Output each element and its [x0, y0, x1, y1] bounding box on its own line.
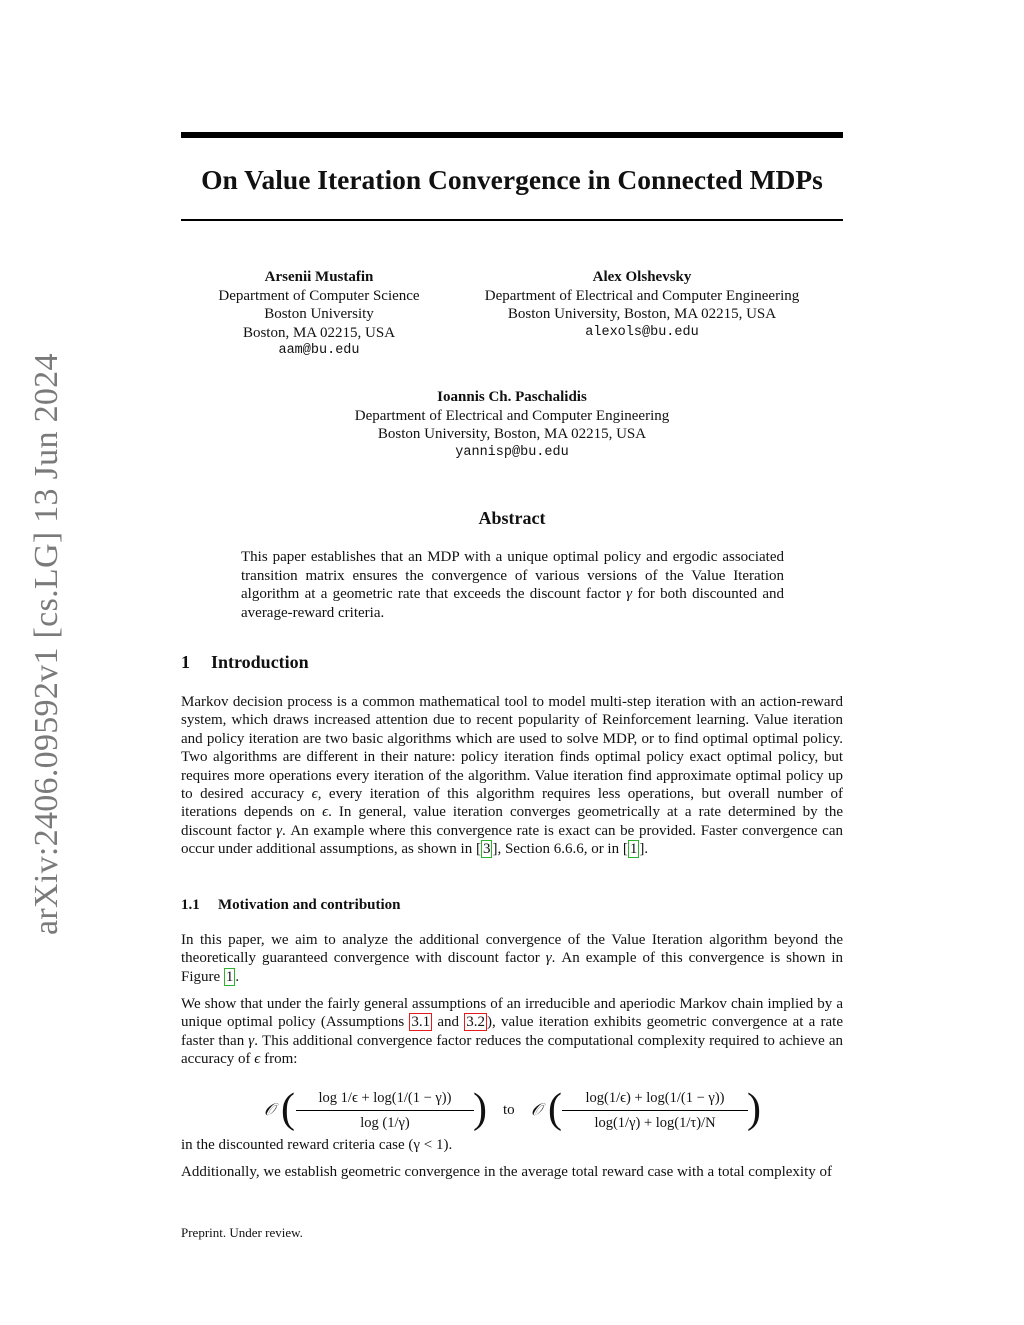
subsection-title: Motivation and contribution — [218, 897, 401, 913]
epsilon-symbol: ϵ — [322, 804, 329, 821]
section-heading-introduction — [181, 652, 309, 673]
text: from: — [260, 1051, 298, 1068]
author-email[interactable]: yannisp@bu.edu — [455, 444, 569, 460]
right-numerator: log(1/ϵ) + log(1/(1 − γ)) — [562, 1088, 748, 1111]
text: ), value iteration exhibits geometric convergence at a rate faster than — [181, 1014, 843, 1049]
paper-title: On Value Iteration Convergence in Connected MDPs — [201, 164, 823, 195]
assumption-link[interactable]: 3.2 — [466, 1014, 486, 1031]
gamma-symbol: γ — [545, 950, 552, 967]
author-block-1 — [199, 268, 439, 361]
arxiv-stamp: arXiv:2406.09592v1 [cs.LG] 13 Jun 2024 — [28, 353, 65, 935]
citation-link[interactable]: 3 — [482, 841, 491, 858]
after-formula-text: in the discounted reward criteria case (γ < 1). — [181, 1137, 453, 1153]
average-reward-paragraph: Additionally, we establish geometric convergence in the average total reward case with a total complexity of — [181, 1164, 833, 1180]
text: We show that under the fairly general assumptions of an irreducible and aperiodic Markov chain implied by a unique optimal policy (Assumptions — [181, 996, 843, 1031]
gamma-symbol: γ — [276, 822, 283, 839]
formula-to: to — [503, 1102, 515, 1118]
text: ]. — [639, 841, 649, 858]
left-numerator: log 1/ϵ + log(1/(1 − γ)) — [296, 1088, 474, 1111]
text: . In general, value iteration converges geometrically at a rate determined by the discount factor — [181, 804, 843, 839]
contribution-paragraph — [181, 995, 843, 1069]
text: . An example of this convergence is shown in Figure — [181, 950, 843, 985]
author-affiliation: Boston University, Boston, MA 02215, USA — [377, 426, 647, 442]
left-denominator: log (1/γ) — [360, 1115, 410, 1131]
top-rule — [181, 132, 843, 138]
section-number: 1 — [181, 652, 190, 672]
subsection-heading-motivation — [181, 897, 401, 914]
abstract-text-part: This paper establishes that an MDP with a unique optimal policy and ergodic associated transition matrix ensures the convergence of various versions of the Value Iteration algorithm at a geometric rate that exceeds the discount factor — [241, 549, 784, 602]
epsilon-symbol: ϵ — [254, 1051, 261, 1068]
right-paren: ) — [473, 1086, 487, 1132]
author-affiliation: Boston University, Boston, MA 02215, USA — [507, 306, 777, 322]
abstract-text-part: for both discounted and average-reward criteria. — [241, 586, 785, 621]
author-department: Department of Electrical and Computer Engineering — [484, 287, 800, 304]
big-o-symbol: 𝒪 — [531, 1100, 542, 1120]
author-department: Department of Electrical and Computer Engineering — [354, 407, 670, 424]
assumption-link[interactable]: 3.1 — [411, 1014, 431, 1031]
section-title: Introduction — [211, 652, 309, 672]
text: In this paper, we aim to analyze the additional convergence of the Value Iteration algorithm beyond the theoretically guaranteed convergence with discount factor — [181, 932, 843, 967]
abstract-text — [241, 548, 784, 622]
motivation-paragraph — [181, 931, 843, 986]
preprint-footer: Preprint. Under review. — [181, 1225, 303, 1240]
left-paren: ( — [548, 1086, 562, 1132]
figure-link[interactable]: 1 — [225, 968, 234, 985]
left-fraction — [296, 1088, 474, 1133]
text: , every iteration of this algorithm requires less operations, but overall number of iterations depends on — [181, 786, 843, 821]
big-o-symbol: 𝒪 — [264, 1100, 275, 1120]
abstract-heading: Abstract — [478, 508, 546, 528]
intro-paragraph — [181, 693, 843, 859]
subsection-number: 1.1 — [181, 897, 200, 913]
text: . This additional convergence factor reduces the computational complexity required to achieve an accuracy of — [181, 1032, 843, 1068]
author-name: Alex Olshevsky — [592, 269, 692, 285]
epsilon-symbol: ϵ — [311, 786, 318, 803]
text: Markov decision process is a common mathematical tool to model multi-step iteration with an action-reward system, which draws increased attention due to recent popularity of Reinforcement learning. Value iteration and policy iteration are two basic algorithms which are used to solve MDP, or to find optimal optimal policy. Two algorithms are different in their nature: policy iteration finds optimal policy exact optimal policy, but requires more operations every iteration of the algorithm. Value iteration find approximate optimal policy up to desired accuracy — [181, 694, 843, 803]
text: . An example where this convergence rate is exact can be provided. Faster convergence can occur under additional assumptions, as shown in [ — [181, 822, 843, 858]
text: and — [432, 1014, 465, 1031]
right-denominator: log(1/γ) + log(1/τ)/N — [594, 1115, 716, 1131]
author-department: Department of Computer Science — [218, 287, 420, 304]
left-paren: ( — [281, 1086, 295, 1132]
gamma-symbol: γ — [248, 1032, 255, 1049]
author-block-2 — [452, 268, 832, 342]
author-email[interactable]: alexols@bu.edu — [585, 324, 699, 340]
author-name: Ioannis Ch. Paschalidis — [437, 389, 587, 405]
author-email[interactable]: aam@bu.edu — [278, 343, 360, 358]
citation-link[interactable]: 1 — [629, 841, 638, 858]
text: ], Section 6.6.6, or in [ — [492, 841, 628, 858]
text: . — [235, 968, 240, 985]
author-block-3 — [312, 388, 712, 462]
author-address: Boston, MA 02215, USA — [242, 324, 396, 341]
right-paren: ) — [747, 1086, 761, 1132]
author-name: Arsenii Mustafin — [264, 269, 374, 285]
complexity-formula — [181, 1088, 843, 1136]
gamma-symbol: γ — [626, 586, 633, 602]
right-fraction — [562, 1088, 748, 1133]
author-affiliation: Boston University — [264, 306, 374, 322]
title-bottom-rule — [181, 219, 843, 221]
